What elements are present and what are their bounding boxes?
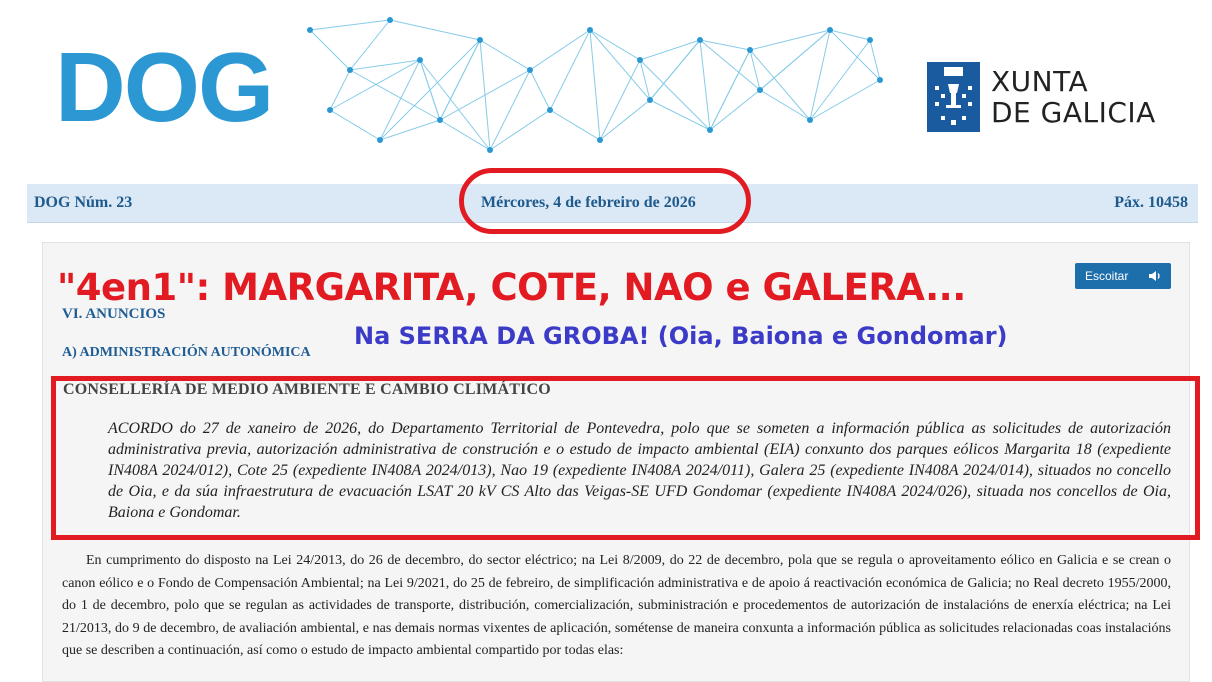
xunta-line2: DE GALICIA xyxy=(991,96,1156,129)
speaker-icon xyxy=(1148,269,1162,283)
subsection-heading: A) ADMINISTRACIÓN AUTONÓMICA xyxy=(62,345,311,360)
ministry-heading: CONSELLERÍA DE MEDIO AMBIENTE E CAMBIO CLIMÁTICO xyxy=(63,381,551,398)
xunta-line1: XUNTA xyxy=(991,65,1089,98)
date-highlight-oval xyxy=(459,168,751,234)
xunta-logo xyxy=(927,62,1167,134)
issue-date: Mércores, 4 de febreiro de 2026 xyxy=(481,194,696,211)
announcement-summary: ACORDO do 27 de xaneiro de 2026, do Departamento Territorial de Pontevedra, polo que se someten a información pública as solicitudes de autorización administrativa previa, autorización administrativa de construción e o estudo de impacto ambiental (EIA) conxunto dos parques eólicos Margarita 18 (expediente IN408A 2024/012), Cote 25 (expediente IN408A 2024/013), Nao 19 (expediente IN408A 2024/011), Galera 25 (expediente IN408A 2024/014), situados no concello de Oia, e da súa infraestrutura de evacuación LSAT 20 kV CS Alto das Veigas-SE UFD Gondomar (expediente IN408A 2024/026), situada nos concellos de Oia, Baiona e Gondomar. xyxy=(108,420,1171,521)
issue-number: DOG Núm. 23 xyxy=(34,194,133,211)
body-paragraph: En cumprimento do disposto na Lei 24/2013, do 26 de decembro, do sector eléctrico; na Lei 8/2009, do 22 de decembro, pola que se regula o aproveitamento eólico en Galicia e se crean o canon eólico e o Fondo de Compensación Ambiental; na Lei 9/2021, do 25 de febreiro, de simplificación administrativa e de apoio á reactivación económica de Galicia; no Real decreto 1955/2000, do 1 de decembro, polo que se regulan as actividades de transporte, distribución, comercialización, subministración e procedementos de autorización de instalacións de enerxía eléctrica; na Lei 21/2013, do 9 de decembro, de avaliación ambiental, e nas demais normas vixentes de aplicación, sométense de maneira conxunta a información pública as solicitudes relacionadas coas instalacións que se describen a continuación, así como o estudo de impacto ambiental compartido por todas elas: xyxy=(62,553,1171,658)
listen-label: Escoitar xyxy=(1085,269,1129,283)
section-heading: VI. ANUNCIOS xyxy=(62,306,166,322)
dog-logo: DOG xyxy=(55,32,273,142)
xunta-shield-icon xyxy=(927,62,980,132)
listen-button[interactable] xyxy=(1075,263,1171,289)
network-graphic xyxy=(290,0,900,165)
overlay-subheadline: Na SERRA DA GROBA! (Oia, Baiona e Gondomar) xyxy=(354,322,1008,350)
page-number: Páx. 10458 xyxy=(1114,194,1188,211)
overlay-headline: "4en1": MARGARITA, COTE, NAO e GALERA... xyxy=(57,266,966,309)
